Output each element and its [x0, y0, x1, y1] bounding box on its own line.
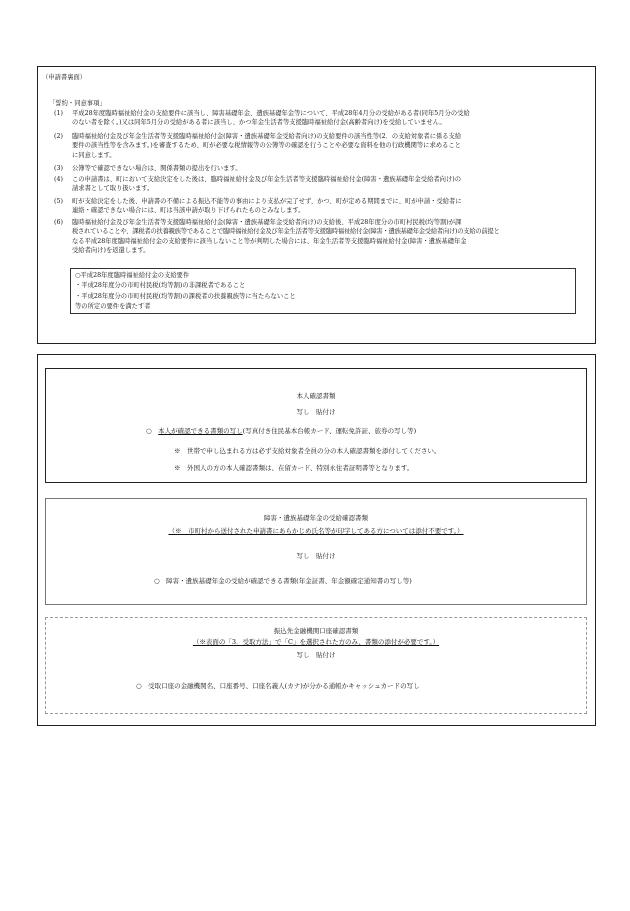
pledge-item-number: (5) — [54, 198, 63, 205]
pledge-item-number: (3) — [54, 165, 63, 172]
pledge-item-number: (6) — [54, 219, 63, 226]
pledge-item-line: この申請書は、町において支給決定をした後は、臨時福祉給付金及び年金生活者等支援臨時福祉給付金(障害・遺族基礎年金受給者向け)の — [72, 176, 462, 183]
pledge-item-line: 公簿等で確認できない場合は、関係書類の提出を行います。 — [72, 165, 242, 172]
pledge-item-line: 請求書として取り扱います。 — [72, 185, 154, 193]
requirements-line: ○平成28年度臨時福祉給付金の支給要件 — [75, 272, 190, 279]
pledge-item-line: のない者を除く。)又は同年5月分の受給がある者に該当し、かつ年金生活者等支援臨時福祉給付金(高齢者向け)を受給していません。 — [72, 119, 446, 127]
identity-paste-label: 写し 貼付け — [296, 408, 336, 416]
pledge-item-line: 臨時福祉給付金及び年金生活者等支援臨時福祉給付金(障害・遺族基礎年金受給者向け)の支給後、平成28年度分の市町村民税(均等割)が課 — [72, 219, 462, 226]
pension-note: （※ 市町村から送付された申請書にあらかじめ氏名等が印字してある方については添付不要です。） — [168, 527, 464, 535]
bullet: ○ — [146, 427, 159, 435]
pledge-item-number: (4) — [54, 176, 63, 183]
bank-line: ○ 受取口座の金融機関名、口座番号、口座名義人(カナ)が分かる通帳かキャッシュカードの写し — [136, 682, 420, 690]
pledge-item-line: 要件の該当性等を含みます。)を審査するため、町が必要な税情報等の公簿等の確認を行うことや必要な資料を他の行政機関等に求めること — [72, 142, 461, 150]
pledge-item-line: に同意します。 — [72, 151, 116, 159]
pension-document-paste-area[interactable] — [45, 498, 587, 605]
pledge-item-line: 税されていることや、課税者の扶養親族等であることで臨時福祉給付金及び年金生活者等支援臨時福祉給付金(障害・遺族基礎年金受給者向け)の支給の前提と — [72, 228, 500, 236]
bank-title: 振込先金融機関口座確認書類 — [273, 627, 359, 635]
requirements-line: ・平成28年度分の市町村民税(均等割)の非課税者であること — [75, 282, 246, 289]
bank-paste-label: 写し 貼付け — [296, 651, 336, 659]
pledge-item-line: 受給者向け)を返還します。 — [72, 246, 150, 254]
pledge-item-line: 連絡・確認できない場合には、町は当該申請が取り下げられたものとみなします。 — [72, 207, 305, 215]
pledge-item-line: なる平成28年度臨時福祉給付金の支給要件に該当しないこと等が判明した場合には、年金生活者等支援臨時福祉給付金(障害・遺族基礎年金 — [72, 237, 467, 245]
pledge-title: 「誓約・同意事項」 — [49, 100, 106, 107]
requirements-line: ・平成28年度分の市町村民税(均等割)の課税者の扶養親族等に当たらないこと — [75, 293, 296, 300]
pension-paste-label: 写し 貼付け — [296, 552, 336, 560]
identity-examples: (写真付き住民基本台帳カード、運転免許証、旅券の写し等) — [242, 427, 417, 435]
pension-line: ○ 障害・遺族基礎年金の受給が確認できる書類(年金証書、年金額確定通知書の写し等) — [154, 577, 412, 585]
pension-title: 障害・遺族基礎年金の受給確認書類 — [264, 514, 368, 522]
identity-document-paste-area[interactable] — [45, 368, 587, 483]
requirements-box — [70, 268, 576, 314]
bank-note: （※表面の「3．受取方法」で「C」を選択された方のみ、書類の添付が必要です。） — [192, 638, 440, 646]
pledge-item-line: 平成28年度臨時福祉給付金の支給要件に該当し、障害基礎年金、遺族基礎年金等について、平成28年4月分の受給がある者(同年5月分の受給 — [72, 110, 470, 117]
pledge-item-number: (2) — [54, 133, 63, 140]
identity-line — [146, 427, 416, 436]
identity-title: 本人確認書類 — [296, 392, 336, 400]
identity-note-household: ※ 世帯で申し込まれる方は必ず支給対象者全員の分の本人確認書類を添付してください。 — [174, 447, 441, 455]
identity-required-doc: 本人が確認できる書類の写し — [158, 427, 243, 435]
pledge-item-line: 町が支給決定をした後、申請書の不備による振込不能等の事由により支払が完了せず、かつ、町が定める期間までに、町が申請・受給者に — [72, 198, 462, 205]
pledge-item-number: (1) — [54, 110, 63, 117]
identity-note-foreigner: ※ 外国人の方の本人確認書類は、在留カード、特別永住者証明書等となります。 — [174, 464, 414, 472]
requirements-line: 等の所定の要件を満たす者 — [75, 303, 151, 310]
pledge-item-line: 臨時福祉給付金及び年金生活者等支援臨時福祉給付金(障害・遺族基礎年金受給者向け)の支給要件の該当性等(2．の支給対象者に係る支給 — [72, 133, 462, 140]
bank-document-paste-area[interactable] — [45, 617, 587, 714]
page-header-label: （申請書裏面） — [42, 74, 87, 81]
